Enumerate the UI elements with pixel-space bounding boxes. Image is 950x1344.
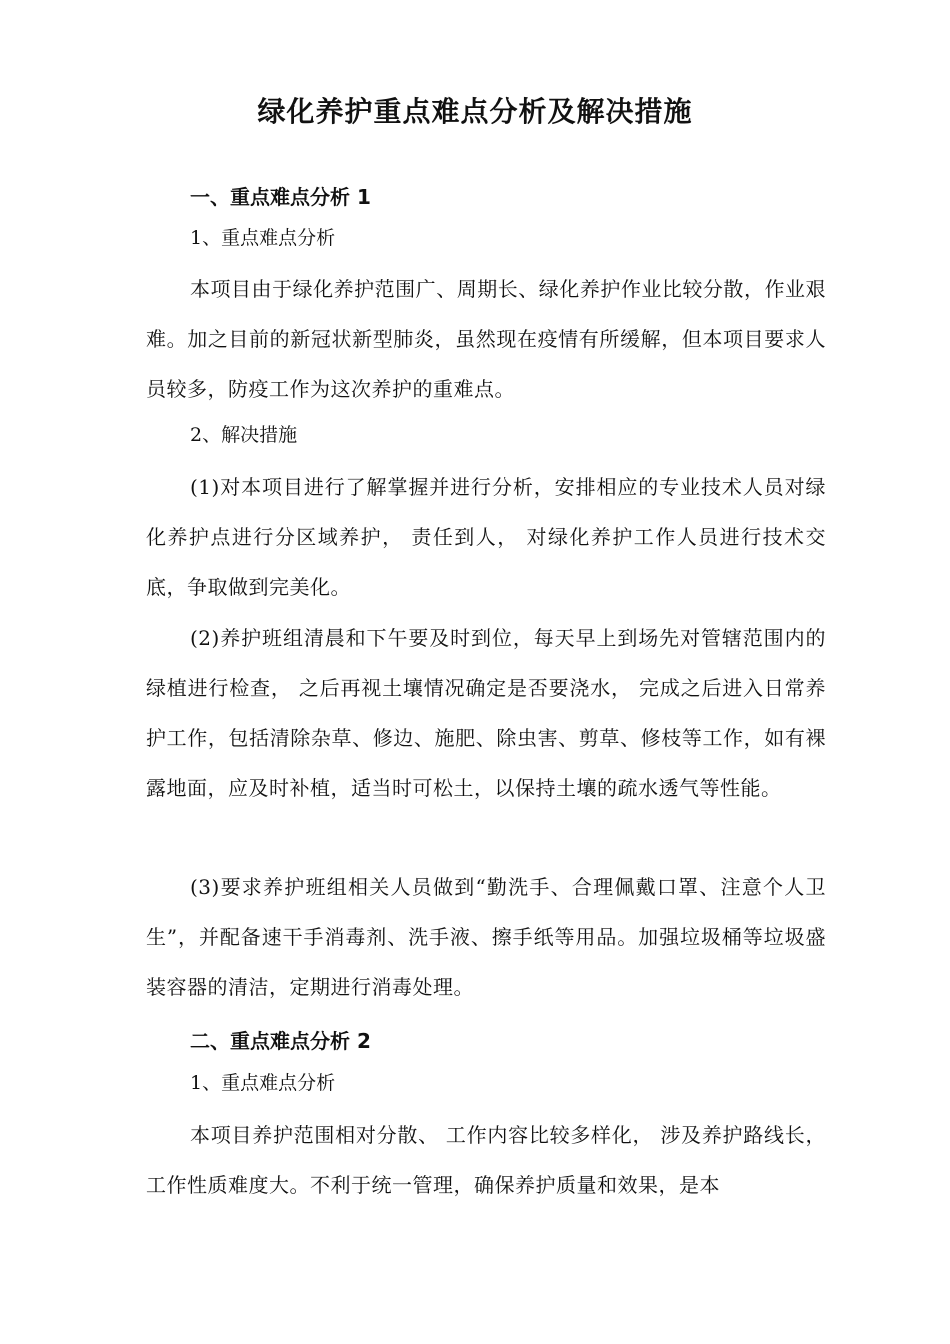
section-1-subheading-analysis: 1、重点难点分析 [190, 227, 336, 249]
section-2-subheading-analysis: 1、重点难点分析 [190, 1072, 336, 1094]
document-title: 绿化养护重点难点分析及解决措施 [257, 95, 693, 128]
section-1-heading: 一、重点难点分析 1 [190, 185, 371, 209]
section-1-subheading-measures: 2、解决措施 [190, 424, 298, 446]
section-2-heading: 二、重点难点分析 2 [190, 1029, 371, 1053]
section-2-analysis-paragraph: 本项目养护范围相对分散、 工作内容比较多样化， 涉及养护路线长，工作性质难度大。不利于统一管理，确保养护质量和效果，是本 [146, 1123, 826, 1197]
measure-2-paragraph: (2)养护班组清晨和下午要及时到位，每天早上到场先对管辖范围内的绿植进行检查， 之后再视土壤情况确定是否要浇水， 完成之后进入日常养护工作，包括清除杂草、修边、施肥、除虫害、剪草、修枝等工作，如有裸露地面，应及时补植，适当时可松土，以保持土壤的疏水透气等性能。 [146, 626, 826, 800]
section-1-analysis-paragraph: 本项目由于绿化养护范围广、周期长、绿化养护作业比较分散，作业艰难。加之目前的新冠状新型肺炎，虽然现在疫情有所缓解，但本项目要求人员较多，防疫工作为这次养护的重难点。 [146, 277, 826, 401]
measure-1-paragraph: (1)对本项目进行了解掌握并进行分析，安排相应的专业技术人员对绿化养护点进行分区域养护， 责任到人， 对绿化养护工作人员进行技术交底，争取做到完美化。 [146, 475, 826, 599]
measure-3-paragraph: (3)要求养护班组相关人员做到“勤洗手、合理佩戴口罩、注意个人卫生”，并配备速干手消毒剂、洗手液、擦手纸等用品。加强垃圾桶等垃圾盛装容器的清洁，定期进行消毒处理。 [146, 875, 826, 999]
